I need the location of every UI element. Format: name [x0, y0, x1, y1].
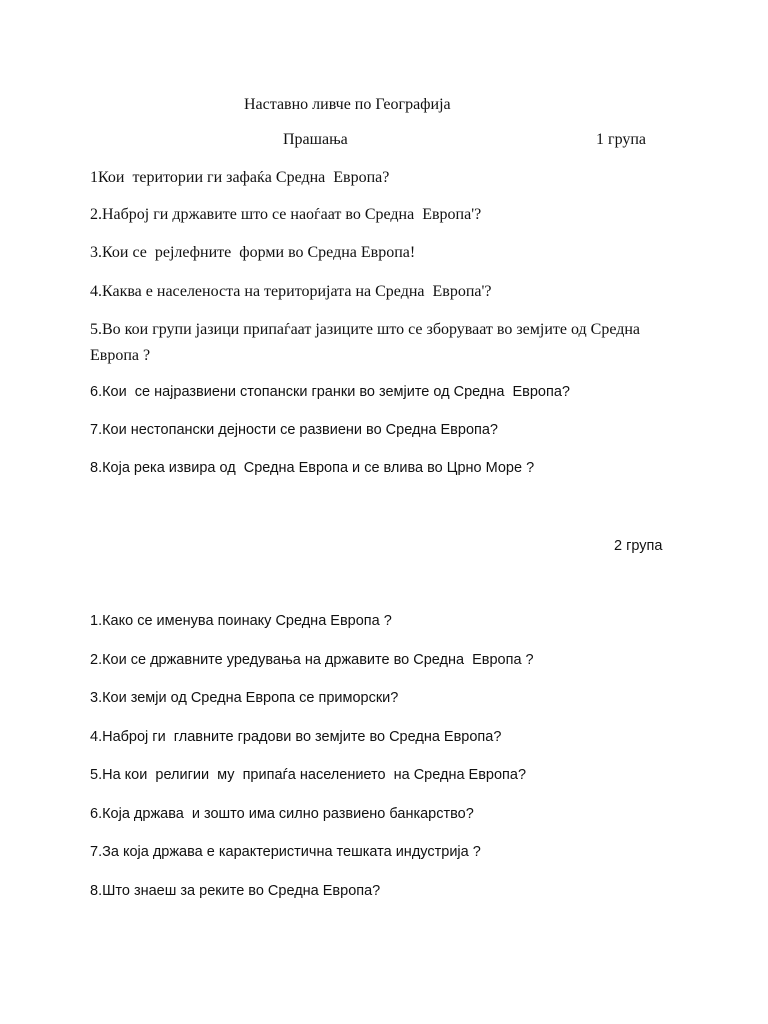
- group-1-question: 5.Во кои групи јазици припаѓаат јазиците што се зборуваат во земјите од Средна Европа ?: [90, 321, 641, 364]
- group-1-question: 3.Кои се рејлефните форми во Средна Европа!: [90, 244, 416, 261]
- group-2-question: 2.Кои се државните уредувања на државите во Средна Европа ?: [90, 652, 534, 668]
- group-1-question: 7.Кои нестопански дејности се развиени во Средна Европа?: [90, 422, 498, 438]
- group-1-question: 4.Каква е населеноста на територијата на Средна Европа'?: [90, 283, 492, 300]
- group-2-question: 7.За која држава е карактеристична тешката индустрија ?: [90, 844, 481, 860]
- group-2-question: 6.Која држава и зошто има силно развиено банкарство?: [90, 806, 474, 822]
- group-2-label: 2 група: [614, 538, 663, 554]
- group-2-question: 3.Кои земји од Средна Европа се приморски?: [90, 690, 399, 706]
- group-1-question: 8.Која река извира од Средна Европа и се влива во Црно Море ?: [90, 460, 535, 476]
- group-1-question: 2.Наброј ги државите што се наоѓаат во Средна Европа'?: [90, 206, 482, 223]
- group-2-question: 1.Како се именува поинаку Средна Европа ?: [90, 613, 392, 629]
- group-1-question: 6.Кои се најразвиени стопански гранки во земјите од Средна Европа?: [90, 384, 570, 400]
- group-1-question: 1Кои територии ги зафаќа Средна Европа?: [90, 169, 390, 186]
- group-2-question: 8.Што знаеш за реките во Средна Европа?: [90, 883, 381, 899]
- group-2-question: 5.На кои религии му припаѓа населението на Средна Европа?: [90, 767, 527, 783]
- group-2-question: 4.Наброј ги главните градови во земјите во Средна Европа?: [90, 729, 502, 745]
- document-title: Наставно ливче по Географија: [244, 96, 451, 113]
- group-1-label: 1 група: [596, 131, 647, 148]
- questions-heading: Прашања: [283, 131, 348, 148]
